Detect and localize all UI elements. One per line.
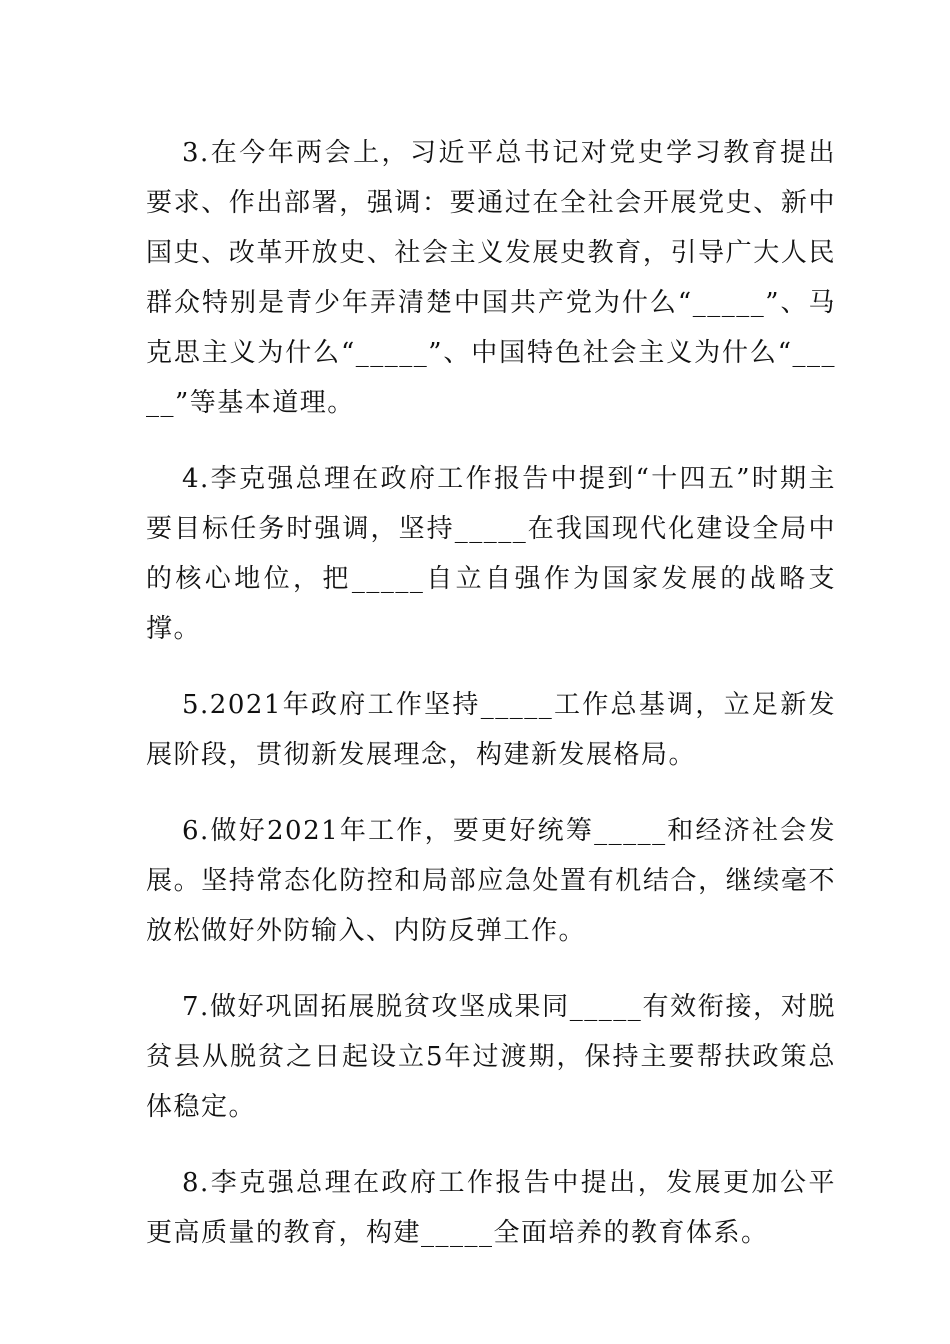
question-paragraph-5: 5.2021年政府工作坚持_____工作总基调，立足新发展阶段，贯彻新发展理念，构建新发展格局。 [146,690,836,770]
question-paragraph-6: 6.做好2021年工作，要更好统筹_____和经济社会发展。坚持常态化防控和局部应急处置有机结合，继续毫不放松做好外防输入、内防反弹工作。 [146,816,836,946]
question-paragraph-3: 3.在今年两会上，习近平总书记对党史学习教育提出要求、作出部署，强调：要通过在全社会开展党史、新中国史、改革开放史、社会主义发展史教育，引导广大人民群众特别是青少年弄清楚中国共产党为什么“_____”、马克思主义为什么“_____”、中国特色社会主义为什么“_____”等基本道理。 [146,138,836,418]
question-paragraph-7: 7.做好巩固拓展脱贫攻坚成果同_____有效衔接，对脱贫县从脱贫之日起设立5年过渡期，保持主要帮扶政策总体稳定。 [146,992,836,1122]
question-paragraph-4: 4.李克强总理在政府工作报告中提到“十四五”时期主要目标任务时强调，坚持_____在我国现代化建设全局中的核心地位，把_____自立自强作为国家发展的战略支撑。 [146,464,836,644]
question-paragraph-8: 8.李克强总理在政府工作报告中提出，发展更加公平更高质量的教育，构建_____全面培养的教育体系。 [146,1168,836,1248]
document-body [146,128,836,1284]
